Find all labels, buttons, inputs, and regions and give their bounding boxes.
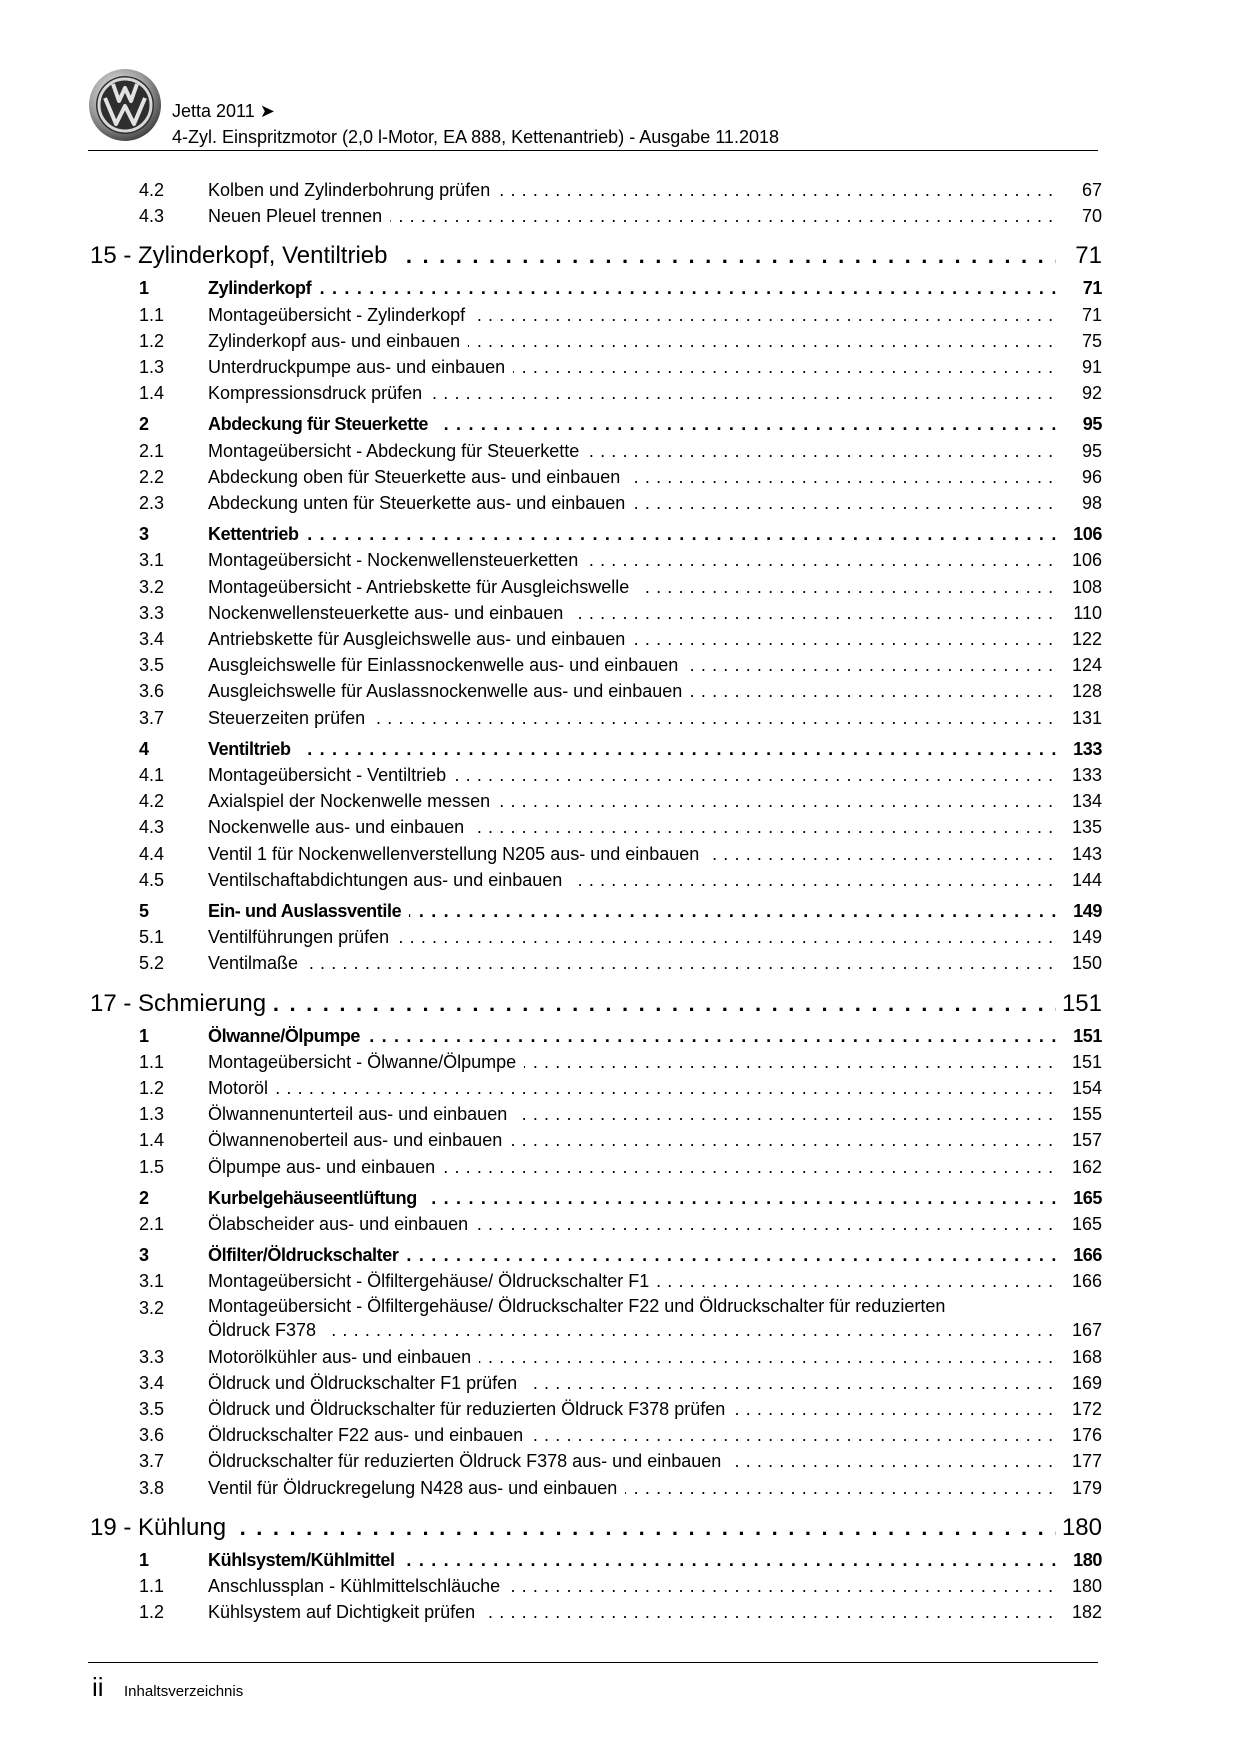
toc-entry-text: Abdeckung für Steuerkette	[208, 414, 436, 434]
toc-entry[interactable]	[0, 678, 1240, 704]
toc-entry-text: Axialspiel der Nockenwelle messen	[208, 791, 498, 811]
toc-entry-text: Ölwannenunterteil aus- und einbauen	[208, 1104, 515, 1124]
toc-section[interactable]	[0, 1185, 1240, 1211]
footer-label: Inhaltsverzeichnis	[124, 1683, 244, 1700]
toc-entry-text: Ölwannenoberteil aus- und einbauen	[208, 1130, 510, 1150]
toc-entry[interactable]	[0, 1154, 1240, 1180]
toc-entry-text: Montageübersicht - Abdeckung für Steuerkette	[208, 441, 587, 461]
toc-chapter-text: 15 - Zylinderkopf, Ventiltrieb	[90, 242, 395, 269]
vw-logo-icon	[88, 68, 162, 142]
toc-entry-title	[208, 1242, 1097, 1268]
toc-entry-title	[208, 736, 1097, 762]
toc-entry-number: 3	[139, 524, 149, 545]
toc-entry-page: 166	[1056, 1268, 1102, 1294]
toc-entry[interactable]	[0, 1370, 1240, 1396]
toc-entry-number: 3.8	[139, 1477, 165, 1498]
toc-entry-title	[208, 1344, 1097, 1370]
toc-entry[interactable]	[0, 574, 1240, 600]
toc-entry-title	[208, 438, 1097, 464]
toc-entry[interactable]	[0, 867, 1240, 893]
toc-entry-page: 133	[1056, 762, 1102, 788]
toc-entry-number: 2.3	[139, 493, 165, 513]
toc-entry[interactable]	[0, 1211, 1240, 1237]
toc-entry-page: 71	[1056, 302, 1102, 328]
toc-entry-title	[208, 950, 1097, 976]
toc-entry-number: 5.1	[139, 927, 165, 948]
toc-entry-number: 3.7	[139, 1451, 165, 1472]
toc-entry-page: 149	[1056, 924, 1102, 950]
toc-entry-title	[208, 867, 1097, 893]
toc-entry[interactable]	[0, 1344, 1240, 1370]
toc-entry-page: 133	[1056, 736, 1102, 762]
toc-entry[interactable]	[0, 1573, 1240, 1599]
toc-entry-title	[208, 574, 1097, 600]
toc-entry-page: 180	[1056, 1573, 1102, 1599]
toc-entry-title	[208, 1422, 1097, 1448]
toc-entry-title	[208, 841, 1097, 867]
toc-chapter-page: 151	[1056, 987, 1102, 1021]
toc-entry-number: 4.1	[139, 765, 165, 785]
toc-entry-title	[208, 1268, 1097, 1294]
toc-entry-title	[208, 705, 1097, 731]
toc-entry-number: 3.1	[139, 1271, 165, 1292]
toc-entry-text: Ventiltrieb	[208, 739, 299, 759]
toc-entry-title	[208, 521, 1097, 547]
toc-entry-title	[208, 924, 1097, 950]
toc-entry-text: Montageübersicht - Zylinderkopf	[208, 305, 473, 325]
toc-entry-text: Öldruck und Öldruckschalter F1 prüfen	[208, 1373, 525, 1393]
toc-entry[interactable]	[0, 1075, 1240, 1101]
toc-entry-number: 1.2	[139, 1078, 165, 1098]
toc-entry-page: 150	[1056, 950, 1102, 976]
toc-entry-title	[208, 1127, 1097, 1153]
toc-entry-page: 124	[1056, 652, 1102, 678]
toc-entry-page: 122	[1056, 626, 1102, 652]
toc-entry-number: 2	[139, 1187, 149, 1208]
toc-entry-number: 3.7	[139, 707, 165, 728]
toc-entry-number: 4.2	[139, 791, 165, 812]
toc-entry[interactable]	[0, 464, 1240, 490]
toc-entry-number: 1.5	[139, 1156, 165, 1177]
toc-entry-title	[208, 1370, 1097, 1396]
toc-entry-text: Öldruckschalter F22 aus- und einbauen	[208, 1425, 531, 1445]
toc-entry-page: 165	[1056, 1211, 1102, 1237]
toc-entry[interactable]	[0, 203, 1240, 229]
toc-entry-page: 135	[1056, 814, 1102, 840]
toc-entry-number: 4.4	[139, 843, 165, 864]
toc-entry-number: 5.2	[139, 953, 165, 974]
toc-entry-title	[208, 275, 1097, 301]
toc-entry[interactable]	[0, 950, 1240, 976]
toc-entry-text: Unterdruckpumpe aus- und einbauen	[208, 357, 513, 377]
toc-entry-number: 3.6	[139, 1425, 165, 1446]
toc-entry-page: 162	[1056, 1154, 1102, 1180]
toc-section[interactable]	[0, 736, 1240, 762]
toc-entry[interactable]	[0, 1101, 1240, 1127]
toc-entry-number: 3.3	[139, 602, 165, 623]
toc-entry[interactable]	[0, 1422, 1240, 1448]
toc-entry-text: Abdeckung unten für Steuerkette aus- und einbauen	[208, 493, 633, 513]
toc-entry-text: Zylinderkopf aus- und einbauen	[208, 331, 468, 351]
toc-entry-page: 110	[1056, 600, 1102, 626]
toc-entry-number: 1.3	[139, 1104, 165, 1125]
toc-entry-number: 1.1	[139, 304, 165, 325]
toc-entry-page: 179	[1056, 1475, 1102, 1501]
toc-chapter-text: 17 - Schmierung	[90, 990, 274, 1017]
toc-entry-title	[208, 788, 1097, 814]
toc-entry-title	[208, 547, 1097, 573]
toc-section[interactable]	[0, 1242, 1240, 1268]
toc-entry-text: Kolben und Zylinderbohrung prüfen	[208, 180, 498, 200]
toc-entry-number: 4.5	[139, 869, 165, 890]
toc-entry-page: 95	[1056, 411, 1102, 437]
toc-chapter-title	[90, 239, 1097, 273]
toc-entry-title	[208, 490, 1097, 516]
toc-entry-title	[208, 177, 1097, 203]
toc-entry[interactable]	[0, 1295, 1240, 1343]
toc-entry-text: Ölwanne/Ölpumpe	[208, 1026, 368, 1046]
toc-entry-number: 3.4	[139, 629, 165, 649]
toc-entry-page: 169	[1056, 1370, 1102, 1396]
toc-entry-text: Montageübersicht - Ölfiltergehäuse/ Öldruckschalter F1	[208, 1271, 657, 1291]
toc-entry[interactable]	[0, 328, 1240, 354]
toc-entry-text: Zylinderkopf	[208, 278, 319, 298]
toc-entry-number: 3.1	[139, 550, 165, 571]
toc-entry-title	[208, 600, 1097, 626]
toc-entry-title	[208, 1396, 1097, 1422]
toc-entry-title	[208, 328, 1097, 354]
toc-entry-text: Anschlussplan - Kühlmittelschläuche	[208, 1576, 508, 1596]
toc-entry-text: Kettentrieb	[208, 524, 307, 544]
toc-entry-page: 172	[1056, 1396, 1102, 1422]
toc-entry[interactable]	[0, 626, 1240, 652]
toc-section[interactable]	[0, 1547, 1240, 1573]
toc-entry-text: Ventilführungen prüfen	[208, 927, 397, 947]
toc-entry-number: 1.4	[139, 1130, 165, 1151]
toc-entry-title	[208, 814, 1097, 840]
toc-entry-text: Motoröl	[208, 1078, 276, 1098]
toc-entry-title	[208, 898, 1097, 924]
toc-entry-title	[208, 464, 1097, 490]
toc-entry-text: Montageübersicht - Ventiltrieb	[208, 765, 454, 785]
toc-entry-number: 3.2	[139, 1297, 165, 1318]
header-divider	[88, 150, 1098, 151]
header-title: 4-Zyl. Einspritzmotor (2,0 l-Motor, EA 888, Kettenantrieb) - Ausgabe 11.2018	[172, 127, 779, 147]
toc-entry-page: 177	[1056, 1448, 1102, 1474]
toc-entry-text: Motorölkühler aus- und einbauen	[208, 1347, 479, 1367]
toc-entry-text: Öldruck und Öldruckschalter für reduzierten Öldruck F378 prüfen	[208, 1399, 733, 1419]
toc-entry-title	[208, 354, 1097, 380]
toc-entry-title	[208, 411, 1097, 437]
toc-entry[interactable]	[0, 705, 1240, 731]
toc-entry-number: 1.2	[139, 1602, 165, 1623]
toc-entry[interactable]	[0, 762, 1240, 788]
toc-chapter-page: 180	[1056, 1511, 1102, 1545]
toc-entry[interactable]	[0, 1448, 1240, 1474]
toc-entry-title	[208, 302, 1097, 328]
toc-entry[interactable]	[0, 1475, 1240, 1501]
toc-entry-text: Öldruck F378	[208, 1320, 324, 1340]
toc-entry-title	[208, 1547, 1097, 1573]
toc-entry-number: 1.1	[139, 1576, 165, 1596]
toc-chapter-title	[90, 987, 1097, 1021]
toc-entry-title	[208, 1448, 1097, 1474]
toc-entry-number: 1.4	[139, 383, 165, 404]
toc-entry-page: 128	[1056, 678, 1102, 704]
toc-entry[interactable]	[0, 177, 1240, 203]
toc-entry-number: 2.1	[139, 440, 165, 461]
toc-entry[interactable]	[0, 814, 1240, 840]
toc-entry-text: Ventilmaße	[208, 953, 306, 973]
toc-entry-number: 3.5	[139, 655, 165, 676]
toc-entry-number: 3.4	[139, 1372, 165, 1393]
toc-entry[interactable]	[0, 924, 1240, 950]
toc-entry-text: Ein- und Auslassventile	[208, 901, 409, 921]
toc-entry-text: Montageübersicht - Antriebskette für Ausgleichswelle	[208, 577, 637, 597]
toc-entry-number: 1	[139, 1549, 149, 1570]
toc-entry-text: Ölpumpe aus- und einbauen	[208, 1157, 443, 1177]
toc-section[interactable]	[0, 521, 1240, 547]
toc-entry-page: 182	[1056, 1599, 1102, 1625]
toc-entry[interactable]	[0, 788, 1240, 814]
toc-entry-title	[208, 1101, 1097, 1127]
toc-entry-text: Steuerzeiten prüfen	[208, 708, 373, 728]
toc-entry-page: 108	[1056, 574, 1102, 600]
toc-entry-title	[208, 652, 1097, 678]
toc-entry-page: 75	[1056, 328, 1102, 354]
toc-entry[interactable]	[0, 380, 1240, 406]
toc-entry-page: 176	[1056, 1422, 1102, 1448]
toc-entry-number: 2	[139, 414, 149, 435]
toc-entry-number: 3.3	[139, 1346, 165, 1367]
toc-entry-number: 3	[139, 1245, 149, 1266]
toc-entry-page: 149	[1056, 898, 1102, 924]
toc-entry-title	[208, 1023, 1097, 1049]
toc-entry-title	[208, 1573, 1097, 1599]
toc-entry-page: 167	[1056, 1317, 1102, 1343]
toc-entry-page: 166	[1056, 1242, 1102, 1268]
toc-entry-number: 5	[139, 901, 149, 921]
toc-chapter[interactable]	[0, 239, 1240, 273]
toc-entry[interactable]	[0, 490, 1240, 516]
toc-entry-page: 180	[1056, 1547, 1102, 1573]
toc-entry-page: 71	[1056, 275, 1102, 301]
toc-entry-page: 131	[1056, 705, 1102, 731]
toc-entry-text: Montageübersicht - Ölwanne/Ölpumpe	[208, 1052, 524, 1072]
toc-section[interactable]	[0, 1023, 1240, 1049]
toc-entry[interactable]	[0, 1127, 1240, 1153]
toc-entry-page: 144	[1056, 867, 1102, 893]
toc-section[interactable]	[0, 275, 1240, 301]
toc-entry-text: Neuen Pleuel trennen	[208, 206, 390, 226]
toc-entry-title	[208, 380, 1097, 406]
toc-entry-number: 3.5	[139, 1399, 165, 1419]
toc-entry-title	[208, 1185, 1097, 1211]
toc-entry-page: 98	[1056, 490, 1102, 516]
toc-entry-number: 1	[139, 278, 149, 299]
toc-entry-title-cont	[208, 1317, 1097, 1343]
toc-chapter-text: 19 - Kühlung	[90, 1514, 234, 1541]
toc-entry-page: 106	[1056, 521, 1102, 547]
toc-entry[interactable]	[0, 652, 1240, 678]
toc-entry-title	[208, 203, 1097, 229]
toc-section[interactable]	[0, 411, 1240, 437]
toc-entry-title	[208, 1599, 1097, 1625]
toc-entry-title	[208, 1154, 1097, 1180]
toc-entry-title	[208, 626, 1097, 652]
toc-entry-page: 67	[1056, 177, 1102, 203]
toc-entry-text: Antriebskette für Ausgleichswelle aus- und einbauen	[208, 629, 633, 649]
toc-entry-number: 1.2	[139, 330, 165, 351]
toc-entry-text: Ventilschaftabdichtungen aus- und einbauen	[208, 870, 570, 890]
toc-entry[interactable]	[0, 1049, 1240, 1075]
toc-entry-number: 1.1	[139, 1051, 165, 1072]
toc-entry-text: Ventil 1 für Nockenwellenverstellung N205 aus- und einbauen	[208, 844, 707, 864]
toc-entry-text: Öldruckschalter für reduzierten Öldruck F378 aus- und einbauen	[208, 1451, 729, 1471]
toc-entry-number: 2.2	[139, 466, 165, 487]
toc-entry-text: Ausgleichswelle für Einlassnockenwelle aus- und einbauen	[208, 655, 686, 675]
toc-entry-page: 151	[1056, 1023, 1102, 1049]
footer-page-number: ii	[92, 1672, 104, 1702]
toc-entry-text: Montageübersicht - Nockenwellensteuerketten	[208, 550, 586, 570]
toc-entry-page: 91	[1056, 354, 1102, 380]
footer-divider	[88, 1662, 1098, 1663]
toc-entry-title	[208, 762, 1097, 788]
toc-entry-text: Ölfilter/Öldruckschalter	[208, 1245, 406, 1265]
toc-section[interactable]	[0, 898, 1240, 924]
toc-entry-number: 3.6	[139, 681, 165, 702]
toc-entry[interactable]	[0, 1599, 1240, 1625]
toc-entry-text: Ventil für Öldruckregelung N428 aus- und einbauen	[208, 1478, 625, 1498]
toc-entry-page: 165	[1056, 1185, 1102, 1211]
toc-entry-page: 70	[1056, 203, 1102, 229]
toc-entry-page: 154	[1056, 1075, 1102, 1101]
toc-entry-text: Ölabscheider aus- und einbauen	[208, 1214, 476, 1234]
toc-entry[interactable]	[0, 841, 1240, 867]
toc-entry-page: 155	[1056, 1101, 1102, 1127]
toc-entry-number: 4.3	[139, 206, 165, 227]
toc-entry-page: 168	[1056, 1344, 1102, 1370]
toc-entry-page: 151	[1056, 1049, 1102, 1075]
toc-entry-number: 1	[139, 1025, 149, 1046]
toc-entry[interactable]	[0, 354, 1240, 380]
toc-entry[interactable]	[0, 1268, 1240, 1294]
toc-entry[interactable]	[0, 1396, 1240, 1422]
toc-entry[interactable]	[0, 600, 1240, 626]
toc-entry-text: Nockenwellensteuerkette aus- und einbauen	[208, 603, 571, 623]
toc-entry-text: Kühlsystem/Kühlmittel	[208, 1550, 403, 1570]
toc-entry-text: Kühlsystem auf Dichtigkeit prüfen	[208, 1602, 483, 1622]
toc-entry-number: 3.2	[139, 576, 165, 597]
toc-entry-title	[208, 1049, 1097, 1075]
toc-entry-title: Montageübersicht - Ölfiltergehäuse/ Öldruckschalter F22 und Öldruckschalter für reduzierten	[208, 1295, 946, 1316]
toc-chapter-page: 71	[1056, 239, 1102, 273]
toc-entry-number: 4	[139, 738, 149, 759]
toc-entry-text: Kompressionsdruck prüfen	[208, 383, 430, 403]
toc-entry-page: 143	[1056, 841, 1102, 867]
toc-entry-page: 96	[1056, 464, 1102, 490]
header-model: Jetta 2011 ➤	[172, 101, 275, 121]
toc-entry-text: Ausgleichswelle für Auslassnockenwelle aus- und einbauen	[208, 681, 690, 701]
toc-entry-text: Abdeckung oben für Steuerkette aus- und einbauen	[208, 467, 628, 487]
toc-chapter-title	[90, 1511, 1097, 1545]
toc-entry[interactable]	[0, 438, 1240, 464]
toc-entry-text: Kurbelgehäuseentlüftung	[208, 1188, 425, 1208]
toc-entry-title	[208, 678, 1097, 704]
toc-entry-number: 1.3	[139, 357, 165, 377]
toc-chapter[interactable]	[0, 987, 1240, 1021]
toc-entry-title	[208, 1211, 1097, 1237]
toc-entry-number: 4.2	[139, 180, 165, 200]
toc-entry[interactable]	[0, 547, 1240, 573]
toc-entry-page: 95	[1056, 438, 1102, 464]
toc-entry-number: 2.1	[139, 1214, 165, 1234]
toc-entry-title	[208, 1075, 1097, 1101]
toc-entry-title	[208, 1475, 1097, 1501]
toc-entry-page: 92	[1056, 380, 1102, 406]
toc-entry[interactable]	[0, 302, 1240, 328]
toc-entry-page: 157	[1056, 1127, 1102, 1153]
toc-entry-text: Nockenwelle aus- und einbauen	[208, 817, 472, 837]
toc-chapter[interactable]	[0, 1511, 1240, 1545]
toc-entry-number: 4.3	[139, 817, 165, 838]
toc-entry-page: 134	[1056, 788, 1102, 814]
toc-entry-page: 106	[1056, 547, 1102, 573]
